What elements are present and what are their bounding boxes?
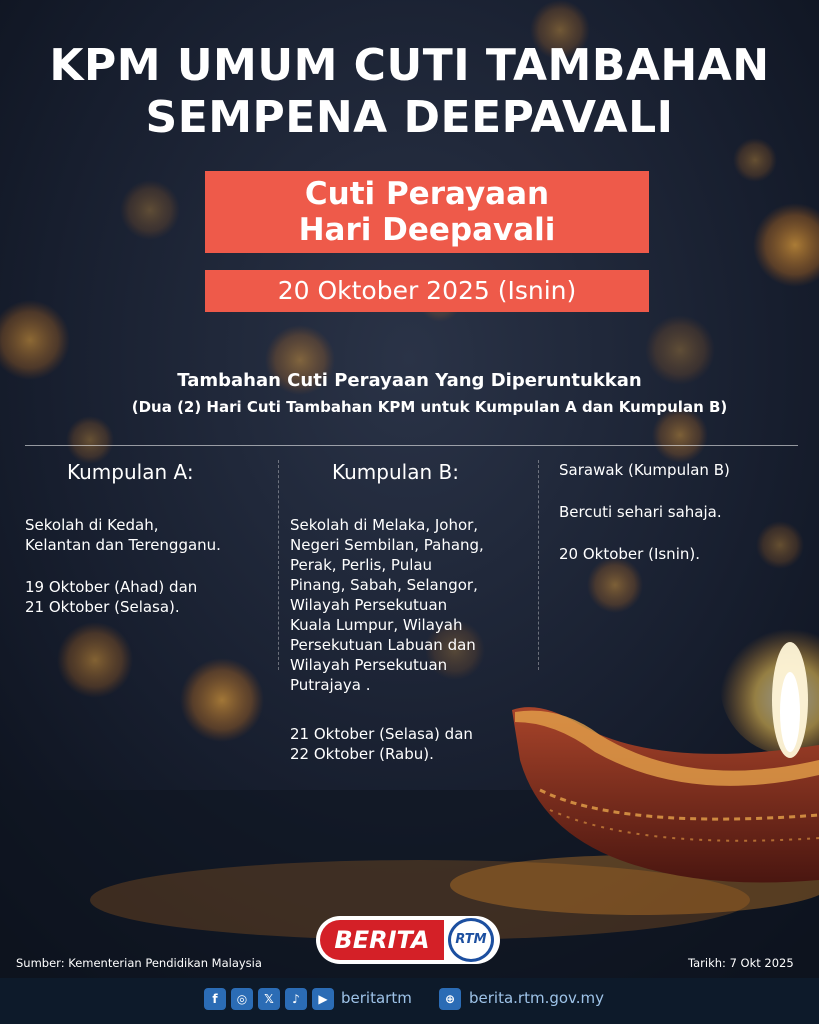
date-note: Tarikh: 7 Okt 2025 (688, 956, 794, 970)
subheading-title: Tambahan Cuti Perayaan Yang Diperuntukkan (177, 370, 642, 391)
sarawak-date: 20 Oktober (Isnin). (559, 545, 700, 563)
group-a-heading: Kumpulan A: (67, 460, 194, 484)
holiday-name-line-1: Cuti Perayaan (304, 176, 550, 212)
rtm-logo-icon: RTM (448, 918, 494, 962)
berita-logo-text: BERITA (320, 920, 444, 960)
group-b-heading: Kumpulan B: (332, 460, 459, 484)
divider (25, 445, 798, 446)
globe-icon: ⊕ (439, 988, 461, 1010)
holiday-name-line-2: Hari Deepavali (298, 212, 556, 248)
headline (0, 40, 819, 144)
holiday-name-box (205, 171, 649, 253)
group-b-schools: Sekolah di Melaka, Johor, Negeri Sembilan, Pahang, Perak, Perlis, Pulau Pinang, Sabah, Selangor, Wilayah Persekutuan Kuala Lumpur, Wilayah Persekutuan Labuan dan Wilayah Persekutuan Putrajaya . (290, 516, 484, 694)
facebook-icon[interactable]: f (204, 988, 226, 1010)
source-note: Sumber: Kementerian Pendidikan Malaysia (16, 956, 262, 970)
column-divider-2 (538, 460, 539, 670)
headline-line-2: SEMPENA DEEPAVALI (145, 92, 674, 143)
sarawak-heading: Sarawak (Kumpulan B) (559, 461, 730, 479)
group-a-schools: Sekolah di Kedah, Kelantan dan Terengganu. (25, 516, 221, 554)
headline-line-1: KPM UMUM CUTI TAMBAHAN (49, 40, 770, 91)
sarawak-note: Bercuti sehari sahaja. (559, 503, 722, 521)
instagram-icon[interactable]: ◎ (231, 988, 253, 1010)
social-handle[interactable]: beritartm (341, 989, 412, 1007)
tiktok-icon[interactable]: ♪ (285, 988, 307, 1010)
x-icon[interactable]: 𝕏 (258, 988, 280, 1010)
subheading-note: (Dua (2) Hari Cuti Tambahan KPM untuk Kumpulan A dan Kumpulan B) (131, 398, 728, 416)
group-b-dates: 21 Oktober (Selasa) dan 22 Oktober (Rabu). (290, 725, 473, 763)
youtube-icon[interactable]: ▶ (312, 988, 334, 1010)
column-divider-1 (278, 460, 279, 670)
website-link[interactable]: berita.rtm.gov.my (469, 989, 605, 1007)
group-a-dates: 19 Oktober (Ahad) dan 21 Oktober (Selasa). (25, 578, 198, 616)
holiday-date-box: 20 Oktober 2025 (Isnin) (205, 270, 649, 312)
